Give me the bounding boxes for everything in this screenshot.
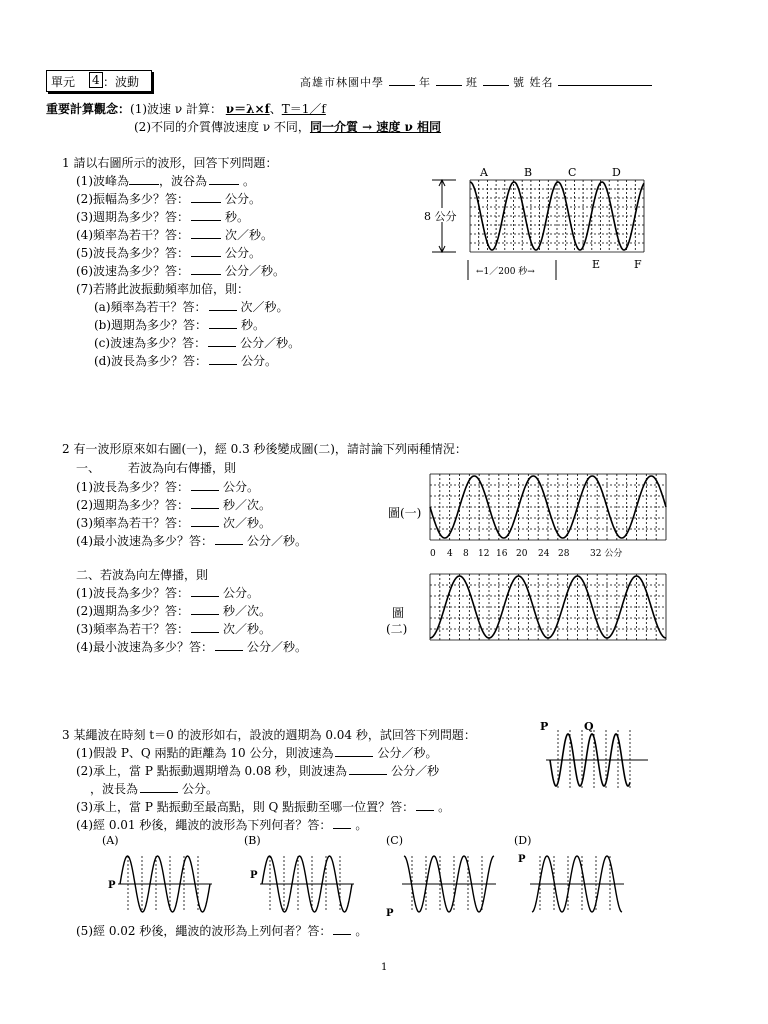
q2-case2-item-4-unit: 公分／秒。 bbox=[247, 640, 308, 654]
q2-case2-item-4-answer-blank[interactable] bbox=[215, 639, 243, 651]
q1-item-5-text: (5)波長為多少？答： bbox=[76, 246, 189, 260]
q1-sub-3-text: (d)波長為多少？答： bbox=[94, 354, 208, 368]
name-label: 姓名 bbox=[529, 76, 554, 89]
q3-item-4 bbox=[76, 798, 450, 815]
q2-intro: 2 有一波形原來如右圖(一)，經 0.3 秒後變成圖(二)，請討論下列兩種情況： bbox=[62, 442, 467, 456]
case1-text: 若波為向右傳播，則 bbox=[128, 461, 237, 475]
q2-case1-item-3 bbox=[76, 514, 271, 531]
q1-sub-3-answer-blank[interactable] bbox=[209, 353, 237, 365]
q1-item-4 bbox=[76, 226, 273, 243]
q1-item-4-answer-blank[interactable] bbox=[191, 227, 221, 239]
q3-item-2 bbox=[76, 762, 439, 779]
q1-sub-2-answer-blank[interactable] bbox=[208, 335, 236, 347]
q3-item-1 bbox=[76, 744, 437, 761]
q1-item-1-blank-1[interactable] bbox=[129, 173, 159, 185]
q3-item-1-unit: 公分／秒。 bbox=[377, 746, 438, 760]
fig2-axis-tick-5: 20 bbox=[516, 549, 528, 559]
year-blank[interactable] bbox=[389, 74, 415, 86]
fig1-label-a: A bbox=[480, 166, 488, 179]
q1-sub-2 bbox=[94, 334, 300, 351]
q3-option-p-2: P bbox=[386, 908, 394, 919]
q3-intro: 3 某繩波在時刻 t＝0 的波形如右，設波的週期為 0.04 秒，試回答下列問題： bbox=[62, 728, 476, 742]
q3-item-3-unit: 公分。 bbox=[182, 782, 219, 796]
fig1-label-f: F bbox=[634, 258, 642, 271]
q3-item-4-unit: 。 bbox=[438, 800, 451, 814]
q1-sub-3 bbox=[94, 352, 277, 369]
q3-item-5-unit: 。 bbox=[355, 818, 368, 832]
q2-case1-item-4-answer-blank[interactable] bbox=[215, 533, 243, 545]
class-blank[interactable] bbox=[436, 74, 462, 86]
q1-sub-0 bbox=[94, 298, 289, 315]
concept-1-text: (1)波速 ν 計算： bbox=[130, 102, 222, 116]
fig2-axis-tick-1: 4 bbox=[447, 549, 453, 559]
fig2-axis-tick-8: 32 公分 bbox=[590, 549, 623, 559]
fig2-axis-tick-4: 16 bbox=[496, 549, 508, 559]
q3-option-label-0: (A) bbox=[102, 834, 119, 847]
fig1-label-c: C bbox=[568, 166, 577, 179]
fig1-label-d: D bbox=[612, 166, 621, 179]
fig1-label-e: E bbox=[592, 258, 601, 271]
class-label: 班 bbox=[466, 76, 478, 89]
q3-option-p-3: P bbox=[518, 854, 526, 865]
school-name: 高雄市林園中學 bbox=[300, 76, 384, 89]
q3-item-2-unit: 公分／秒 bbox=[391, 764, 440, 778]
q1-wave-figure bbox=[420, 162, 660, 287]
q1-item-5 bbox=[76, 244, 261, 261]
q2-case1-item-3-text: (3)頻率為若干？答： bbox=[76, 516, 189, 530]
seat-blank[interactable] bbox=[483, 74, 509, 86]
q1-item-1-unit: 。 bbox=[243, 174, 256, 188]
concept-2-text: (2)不同的介質傳波速度 ν 不同， bbox=[134, 120, 310, 134]
q1-sub-0-unit: 次／秒。 bbox=[240, 300, 289, 314]
q1-item-1-answer-blank[interactable] bbox=[209, 173, 239, 185]
q1-item-2-unit: 公分。 bbox=[225, 192, 262, 206]
q1-item-5-unit: 公分。 bbox=[225, 246, 262, 260]
year-label: 年 bbox=[419, 76, 431, 89]
q1-sub-2-unit: 公分／秒。 bbox=[240, 336, 301, 350]
q2-case1-item-1-unit: 公分。 bbox=[223, 480, 260, 494]
q2-case2-item-2 bbox=[76, 602, 271, 619]
fig-one-label: 圖(一) bbox=[388, 506, 422, 520]
q3-item-5-answer-blank[interactable] bbox=[333, 817, 351, 829]
q3-options-figure bbox=[90, 832, 630, 922]
q3-item-3-text: ，波長為 bbox=[90, 782, 139, 796]
q1-sub-1-unit: 秒。 bbox=[241, 318, 266, 332]
q2-case2-item-3-unit: 次／秒。 bbox=[223, 622, 272, 636]
concept-line-2 bbox=[134, 118, 441, 135]
q3-item-2-text: (2)承上，當 P 點振動週期增為 0.08 秒，則波速為 bbox=[76, 764, 348, 778]
q2-case1-item-2-unit: 秒／次。 bbox=[223, 498, 272, 512]
q3-item-6-answer-blank[interactable] bbox=[333, 923, 351, 935]
q2-case1-item-4-unit: 公分／秒。 bbox=[247, 534, 308, 548]
q3-option-label-2: (C) bbox=[386, 834, 403, 847]
concept-line-1 bbox=[46, 100, 326, 117]
q2-case2-item-1-answer-blank[interactable] bbox=[191, 585, 219, 597]
q2-case2-item-3-answer-blank[interactable] bbox=[191, 621, 219, 633]
q2-case2-item-2-text: (2)週期為多少？答： bbox=[76, 604, 189, 618]
fig2-axis-tick-7: 28 bbox=[558, 549, 570, 559]
q1-sub-0-answer-blank[interactable] bbox=[209, 299, 237, 311]
q1-sub-0-text: (a)頻率為若干？答： bbox=[94, 300, 207, 314]
q1-item-1 bbox=[76, 172, 255, 189]
q2-case2-item-3 bbox=[76, 620, 271, 637]
q3-item-1-text: (1)假設 P、Q 兩點的距離為 10 公分，則波速為 bbox=[76, 746, 334, 760]
unit-prefix: 單元 bbox=[51, 75, 76, 89]
name-blank[interactable] bbox=[558, 74, 652, 86]
q1-item-2-text: (2)振幅為多少？答： bbox=[76, 192, 189, 206]
fig-two-label-a: 圖 bbox=[392, 606, 405, 620]
q2-case1-item-2-text: (2)週期為多少？答： bbox=[76, 498, 189, 512]
q1-item-3 bbox=[76, 208, 249, 225]
formula-velocity: ν＝λ×f bbox=[225, 102, 270, 116]
q3-item-4-answer-blank[interactable] bbox=[416, 799, 434, 811]
q3-option-label-1: (B) bbox=[244, 834, 261, 847]
q3-item-3-answer-blank[interactable] bbox=[140, 781, 178, 793]
q3-option-p-0: P bbox=[108, 880, 116, 891]
q1-item-3-text: (3)週期為多少？答： bbox=[76, 210, 189, 224]
q2-case2-item-4 bbox=[76, 638, 307, 655]
q1-item-3-unit: 秒。 bbox=[225, 210, 250, 224]
q2-wave-figure-1 bbox=[430, 470, 670, 560]
q3-item-3 bbox=[90, 780, 218, 797]
q3-option-label-3: (D) bbox=[514, 834, 532, 847]
fig-two-label-b: (二) bbox=[386, 622, 408, 636]
fig1-label-b: B bbox=[524, 166, 533, 179]
fig2-axis-tick-2: 8 bbox=[463, 549, 469, 559]
q3-wave-figure bbox=[530, 720, 650, 790]
q2-case1-item-2 bbox=[76, 496, 271, 513]
fig2-axis-tick-6: 24 bbox=[538, 549, 550, 559]
q3-item-1-answer-blank[interactable] bbox=[335, 745, 373, 757]
q2-case1-item-1-answer-blank[interactable] bbox=[191, 479, 219, 491]
q2-case1-item-1 bbox=[76, 478, 259, 495]
q1-sub-1 bbox=[94, 316, 265, 333]
q1-item-6-text: (6)波速為多少？答： bbox=[76, 264, 189, 278]
seat-label: 號 bbox=[513, 76, 525, 89]
unit-title: ：波動 bbox=[103, 75, 140, 89]
unit-number: 4 bbox=[89, 72, 103, 88]
q1-item-7-text: (7)若將此波振動頻率加倍，則： bbox=[76, 282, 249, 296]
q2-case1-item-3-answer-blank[interactable] bbox=[191, 515, 219, 527]
q3-item-6-text: (5)經 0.02 秒後，繩波的波形為上列何者？答： bbox=[76, 924, 332, 938]
q1-item-6 bbox=[76, 262, 285, 279]
q2-case2-item-1-text: (1)波長為多少？答： bbox=[76, 586, 189, 600]
formula-period: T＝1／f bbox=[281, 102, 326, 116]
q1-item-6-answer-blank[interactable] bbox=[191, 263, 221, 275]
q2-wave-figure-2 bbox=[430, 570, 670, 650]
q1-sub-3-unit: 公分。 bbox=[241, 354, 278, 368]
fig3-p-label: P bbox=[540, 720, 549, 733]
q2-case1-item-3-unit: 次／秒。 bbox=[223, 516, 272, 530]
q2-case2-title: 二、若波為向左傳播，則 bbox=[76, 568, 209, 582]
q1-item-2-answer-blank[interactable] bbox=[191, 191, 221, 203]
q2-case1-item-4-text: (4)最小波速為多少？答： bbox=[76, 534, 213, 548]
q3-item-5 bbox=[76, 816, 367, 833]
q2-case1-item-2-answer-blank[interactable] bbox=[191, 497, 219, 509]
q2-case1-item-1-text: (1)波長為多少？答： bbox=[76, 480, 189, 494]
q3-item-6 bbox=[76, 922, 367, 939]
q3-item-4-text: (3)承上，當 P 點振動至最高點，則 Q 點振動至哪一位置？答： bbox=[76, 800, 415, 814]
q2-case2-item-2-answer-blank[interactable] bbox=[191, 603, 219, 615]
case1-num: 一、 bbox=[76, 461, 101, 475]
q2-case2-item-1-unit: 公分。 bbox=[223, 586, 260, 600]
q1-item-7 bbox=[76, 280, 249, 297]
page-number: 1 bbox=[381, 962, 388, 973]
concept-sep: 、 bbox=[269, 102, 282, 116]
q1-item-4-unit: 次／秒。 bbox=[225, 228, 274, 242]
q1-item-2 bbox=[76, 190, 261, 207]
fig1-time-label: ←1／200 秒→ bbox=[476, 267, 535, 277]
q1-sub-1-text: (b)週期為多少？答： bbox=[94, 318, 208, 332]
q1-sub-2-text: (c)波速為多少？答： bbox=[94, 336, 207, 350]
unit-box bbox=[46, 70, 152, 92]
q1-item-4-text: (4)頻率為若干？答： bbox=[76, 228, 189, 242]
q2-case2-item-1 bbox=[76, 584, 259, 601]
q1-item-6-unit: 公分／秒。 bbox=[225, 264, 286, 278]
q3-item-2-answer-blank[interactable] bbox=[349, 763, 387, 775]
q3-item-6-unit: 。 bbox=[355, 924, 368, 938]
q3-item-5-text: (4)經 0.01 秒後，繩波的波形為下列何者？答： bbox=[76, 818, 332, 832]
q1-intro: 1 請以右圖所示的波形，回答下列問題： bbox=[62, 156, 278, 170]
q2-case2-item-4-text: (4)最小波速為多少？答： bbox=[76, 640, 213, 654]
q1-item-3-answer-blank[interactable] bbox=[191, 209, 221, 221]
q1-item-1-text: (1)波峰為 bbox=[76, 174, 129, 188]
concept-2-highlight: 同一介質 → 速度 ν 相同 bbox=[309, 120, 442, 134]
q3-option-p-1: P bbox=[250, 870, 258, 881]
q2-case1-item-4 bbox=[76, 532, 307, 549]
fig2-axis-tick-3: 12 bbox=[478, 549, 490, 559]
q2-case1-title bbox=[76, 459, 236, 476]
q1-item-1-mid: ，波谷為 bbox=[159, 174, 208, 188]
student-info-line bbox=[300, 74, 652, 90]
fig2-axis-tick-0: 0 bbox=[430, 549, 436, 559]
q2-case2-item-3-text: (3)頻率為若干？答： bbox=[76, 622, 189, 636]
q1-item-5-answer-blank[interactable] bbox=[191, 245, 221, 257]
concept-title: 重要計算觀念： bbox=[46, 102, 131, 116]
q1-sub-1-answer-blank[interactable] bbox=[209, 317, 237, 329]
fig3-q-label: Q bbox=[584, 720, 594, 733]
fig1-height-label: 8 公分 bbox=[424, 210, 457, 223]
q2-case2-item-2-unit: 秒／次。 bbox=[223, 604, 272, 618]
